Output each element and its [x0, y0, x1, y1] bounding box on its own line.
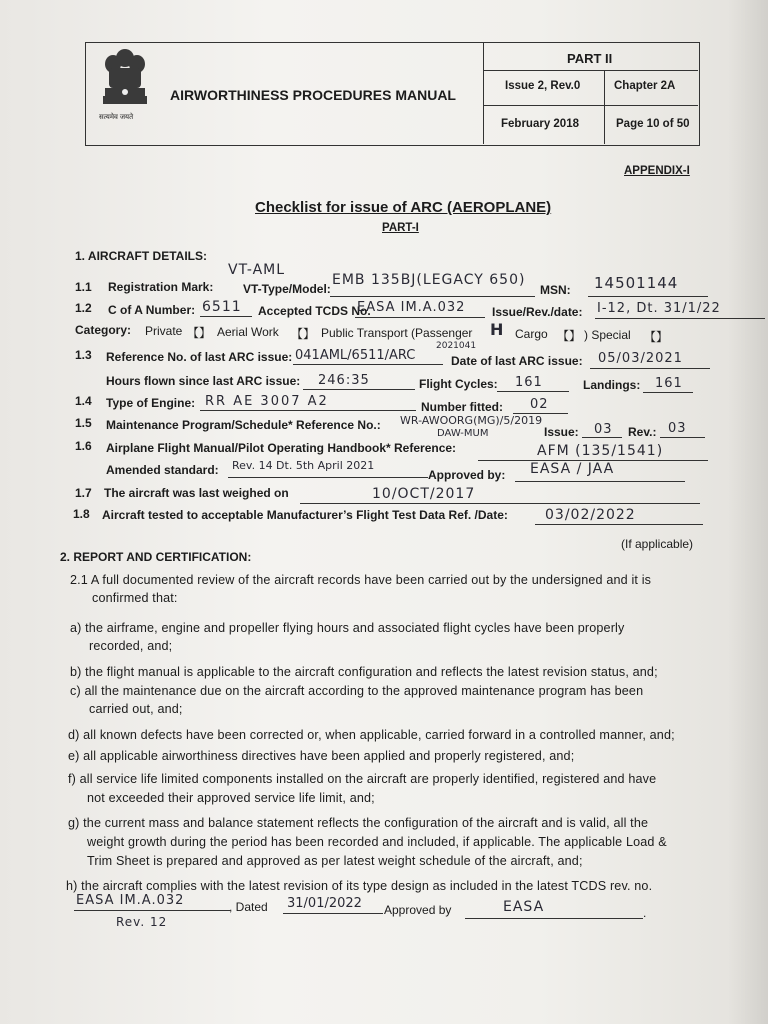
item-b: b) the flight manual is applicable to the aircraft configuration and reflects the latest revision status, and; — [70, 665, 658, 679]
fill-line — [300, 503, 700, 504]
category-cargo: Cargo — [515, 327, 548, 341]
part-i-label: PART-I — [382, 222, 419, 234]
category-public-transport: Public Transport (Passenger — [321, 326, 473, 340]
item-c: c) all the maintenance due on the aircraft according to the approved maintenance program has been — [70, 684, 644, 698]
flight-test-label: Aircraft tested to acceptable Manufacturer’s Flight Test Data Ref. /Date: — [102, 508, 508, 522]
last-weighed-label: The aircraft was last weighed on — [104, 486, 289, 500]
header-divider — [483, 105, 698, 106]
checkbox-cargo: 【】 — [557, 329, 582, 343]
msn-value: 14501144 — [594, 274, 679, 292]
issue-date: February 2018 — [501, 118, 579, 130]
item-a: a) the airframe, engine and propeller flying hours and associated flight cycles have been properly — [70, 621, 625, 635]
last-arc-date-label: Date of last ARC issue: — [451, 354, 583, 368]
header-divider — [604, 70, 605, 144]
h-dated-label: , Dated — [229, 900, 268, 914]
item-number: 1.4 — [75, 394, 92, 408]
coa-label: C of A Number: — [108, 303, 196, 317]
item-f: f) all service life limited components installed on the aircraft are properly identified, registered and have — [68, 772, 657, 786]
engine-type-value: RR AE 3007 A2 — [205, 394, 329, 409]
page-number: Page 10 of 50 — [616, 118, 690, 130]
if-applicable-note: (If applicable) — [621, 537, 694, 551]
fill-line — [643, 392, 693, 393]
type-model-value: EMB 135BJ(LEGACY 650) — [332, 272, 526, 288]
hours-flown-value: 246:35 — [318, 373, 370, 388]
flight-cycles-value: 161 — [515, 375, 543, 390]
category-special: ) Special — [584, 328, 631, 342]
maintenance-rev-label: Rev.: — [628, 425, 657, 439]
category-private: Private — [145, 324, 183, 338]
checkbox-special: 【】 — [644, 330, 669, 344]
item-e: e) all applicable airworthiness directives have been applied and properly registered, and; — [68, 749, 575, 763]
h-approved-value: EASA — [503, 899, 545, 915]
item-h: h) the aircraft complies with the latest revision of its type design as included in the latest TCDS rev. no. — [66, 879, 653, 893]
maintenance-rev-value: 03 — [668, 421, 687, 436]
part-label: PART II — [567, 51, 613, 66]
last-arc-ref-value: 041AML/6511/ARC — [295, 348, 416, 363]
header-divider — [483, 70, 698, 71]
issue-rev-date-label: Issue/Rev./date: — [492, 305, 583, 319]
last-arc-date-value: 05/03/2021 — [598, 351, 683, 366]
national-emblem-icon — [95, 44, 155, 116]
h-tcds-value: EASA IM.A.032 — [76, 893, 185, 908]
last-arc-ref-label: Reference No. of last ARC issue: — [106, 350, 293, 364]
item-g-cont-2: Trim Sheet is prepared and approved as per latest weight schedule of the aircraft, and; — [87, 854, 583, 868]
fill-line — [330, 296, 535, 297]
item-number: 1.5 — [75, 416, 92, 430]
tcds-value: EASA IM.A.032 — [357, 300, 466, 315]
chapter: Chapter 2A — [614, 80, 676, 92]
paragraph-intro-cont: confirmed that: — [92, 591, 178, 605]
tcds-label: Accepted TCDS No. — [258, 304, 371, 318]
last-weighed-value: 10/OCT/2017 — [372, 486, 476, 502]
fill-line — [303, 389, 415, 390]
hours-flown-label: Hours flown since last ARC issue: — [106, 374, 301, 388]
flight-test-value: 03/02/2022 — [545, 507, 636, 523]
fill-line — [515, 481, 685, 482]
item-d: d) all known defects have been corrected or, when applicable, carried forward in a controlled manner, and; — [68, 728, 675, 742]
fill-line — [200, 410, 416, 411]
item-g: g) the current mass and balance statement reflects the configuration of the aircraft and is valid, all the — [68, 816, 649, 830]
item-number: 1.1 — [75, 280, 92, 294]
item-number: 1.8 — [73, 507, 90, 521]
fill-line — [660, 437, 705, 438]
h-date-value: 31/01/2022 — [287, 896, 362, 911]
checkbox-aerial-work: 【】 — [291, 327, 316, 341]
maintenance-issue-label: Issue: — [544, 425, 579, 439]
emblem-motto: सत्यमेव जयते — [99, 114, 134, 121]
fill-line — [465, 918, 643, 919]
item-number: 1.6 — [75, 439, 92, 453]
item-g-cont: weight growth during the period has been recorded and included, if applicable. The applicable Load & — [87, 835, 667, 849]
approved-by-value: EASA / JAA — [530, 461, 615, 477]
checkbox-private: 【】 — [187, 326, 212, 340]
section-1-heading: 1. AIRCRAFT DETAILS: — [75, 249, 207, 263]
item-number: 1.7 — [75, 486, 92, 500]
fill-line — [535, 524, 703, 525]
category-aerial-work: Aerial Work — [217, 325, 279, 339]
header-divider — [483, 42, 484, 144]
maintenance-program-value: WR-AWOORG(MG)/5/2019 — [400, 414, 543, 427]
section-2-heading: 2. REPORT AND CERTIFICATION: — [60, 550, 252, 564]
registration-label: Registration Mark: — [108, 280, 214, 294]
h-rev-value: Rev. 12 — [116, 915, 168, 929]
category-label: Category: — [75, 323, 132, 337]
amended-standard-value: Rev. 14 Dt. 5th April 2021 — [232, 459, 375, 472]
flight-manual-label: Airplane Flight Manual/Pilot Operating Handbook* Reference: — [106, 441, 457, 455]
landings-value: 161 — [655, 376, 683, 391]
coa-value: 6511 — [202, 299, 242, 315]
item-a-cont: recorded, and; — [89, 639, 173, 653]
number-fitted-value: 02 — [530, 397, 549, 412]
appendix-label: APPENDIX-I — [624, 165, 690, 177]
fill-line — [590, 368, 710, 369]
page-shadow — [728, 0, 768, 1024]
approved-by-label: Approved by: — [428, 468, 506, 482]
number-fitted-label: Number fitted: — [421, 400, 503, 414]
issue-rev-date-value: I-12, Dt. 31/1/22 — [597, 301, 721, 316]
fill-line — [293, 364, 443, 365]
item-number: 1.2 — [75, 301, 92, 315]
issue-rev: Issue 2, Rev.0 — [505, 80, 581, 92]
fill-line — [588, 296, 708, 297]
registration-value: VT-AML — [228, 262, 286, 278]
manual-title: AIRWORTHINESS PROCEDURES MANUAL — [170, 87, 456, 103]
type-model-label: VT-Type/Model: — [243, 282, 331, 296]
msn-label: MSN: — [540, 283, 571, 297]
last-arc-ref-superscript: 2021041 — [436, 341, 477, 351]
h-approved-label: Approved by — [384, 903, 452, 917]
paragraph-intro: 2.1 A full documented review of the aircraft records have been carried out by the undersigned and it is — [70, 573, 652, 587]
landings-label: Landings: — [583, 378, 641, 392]
fill-line — [283, 913, 383, 914]
fill-line — [582, 437, 622, 438]
flight-manual-value: AFM (135/1541) — [537, 443, 664, 459]
item-number: 1.3 — [75, 348, 92, 362]
item-c-cont: carried out, and; — [89, 702, 183, 716]
fill-line — [200, 316, 252, 317]
fill-line — [74, 910, 230, 911]
document-title: Checklist for issue of ARC (AEROPLANE) — [255, 199, 552, 216]
fill-line — [228, 477, 428, 478]
maintenance-issue-value: 03 — [594, 422, 613, 437]
amended-standard-label: Amended standard: — [106, 463, 219, 477]
maintenance-program-value-2: DAW-MUM — [437, 428, 489, 439]
public-transport-mark: H — [490, 320, 505, 339]
flight-cycles-label: Flight Cycles: — [419, 377, 498, 391]
fill-line — [355, 317, 485, 318]
item-f-cont: not exceeded their approved service life limit, and; — [87, 791, 375, 805]
fill-line — [497, 391, 569, 392]
engine-type-label: Type of Engine: — [106, 396, 196, 410]
h-end-period: . — [643, 906, 647, 920]
maintenance-program-label: Maintenance Program/Schedule* Reference No.: — [106, 418, 381, 432]
